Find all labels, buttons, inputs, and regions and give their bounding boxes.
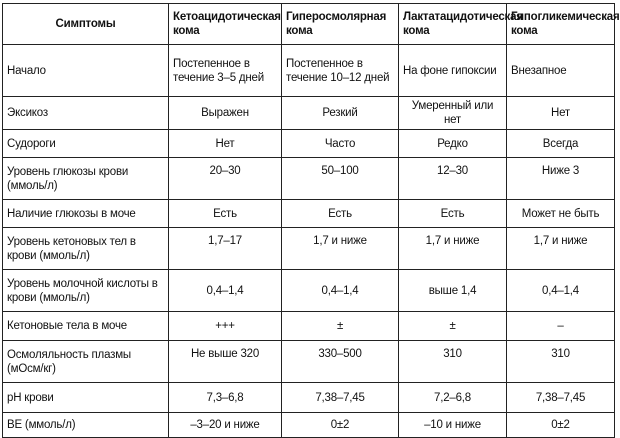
- table-cell: 0±2: [507, 413, 615, 438]
- table-cell: Умеренный или нет: [399, 97, 507, 130]
- table-cell: 1,7 и ниже: [282, 228, 399, 270]
- table-cell: 0±2: [282, 413, 399, 438]
- table-cell: 0,4–1,4: [282, 270, 399, 312]
- table-cell: 0,4–1,4: [169, 270, 282, 312]
- row-label: Наличие глюкозы в моче: [3, 200, 169, 228]
- row-label: Кетоновые тела в моче: [3, 312, 169, 341]
- row-label: Уровень кетоновых тел в крови (ммоль/л): [3, 228, 169, 270]
- table-cell: 330–500: [282, 341, 399, 383]
- table-cell: На фоне гипоксии: [399, 45, 507, 97]
- table-cell: 1,7 и ниже: [399, 228, 507, 270]
- table-cell: Может не быть: [507, 200, 615, 228]
- table-row: [3, 413, 615, 438]
- row-label: BE (ммоль/л): [3, 413, 169, 438]
- header-ketoacidotic-coma: Кетоацидотическая кома: [169, 4, 282, 45]
- table-cell: –: [507, 312, 615, 341]
- row-label: Уровень молочной кислоты в крови (ммоль/л): [3, 270, 169, 312]
- table-row: [3, 97, 615, 130]
- row-label: Начало: [3, 45, 169, 97]
- table-cell: Нет: [507, 97, 615, 130]
- table-cell: Внезапное: [507, 45, 615, 97]
- table-header: [3, 4, 620, 45]
- table-cell: 7,3–6,8: [169, 383, 282, 413]
- table-body: [3, 45, 615, 438]
- header-hyperosmolar-coma: Гиперосмолярная кома: [282, 4, 399, 45]
- row-label: pH крови: [3, 383, 169, 413]
- table-row: [3, 312, 615, 341]
- table-cell: 12–30: [399, 158, 507, 200]
- table-cell: ±: [399, 312, 507, 341]
- table-row: [3, 228, 615, 270]
- table-cell: 7,2–6,8: [399, 383, 507, 413]
- table-cell: выше 1,4: [399, 270, 507, 312]
- table-cell: Ниже 3: [507, 158, 615, 200]
- table-cell: 50–100: [282, 158, 399, 200]
- table-row: [3, 270, 615, 312]
- table-row: [3, 383, 615, 413]
- table-cell: Не выше 320: [169, 341, 282, 383]
- table-cell: 20–30: [169, 158, 282, 200]
- table-row: [3, 341, 615, 383]
- table-cell: Есть: [399, 200, 507, 228]
- table-row: [3, 158, 615, 200]
- table-cell: Всегда: [507, 130, 615, 158]
- table-row: [3, 200, 615, 228]
- header-row: [3, 4, 615, 45]
- table-cell: Постепенное в течение 3–5 дней: [169, 45, 282, 97]
- row-label: Эксикоз: [3, 97, 169, 130]
- table-row: [3, 45, 615, 97]
- header-lactic-acidosis-coma: Лактатацидотическая кома: [399, 4, 507, 45]
- table-cell: Есть: [169, 200, 282, 228]
- header-hypoglycemic-coma: Гипогликемическая кома: [507, 4, 615, 45]
- table-cell: Выражен: [169, 97, 282, 130]
- table-cell: +++: [169, 312, 282, 341]
- table-cell: Часто: [282, 130, 399, 158]
- row-label: Осмоляльность плазмы (мОсм/кг): [3, 341, 169, 383]
- table-cell: Резкий: [282, 97, 399, 130]
- table-cell: –10 и ниже: [399, 413, 507, 438]
- header-symptoms: Симптомы: [3, 4, 169, 45]
- table-cell: –3–20 и ниже: [169, 413, 282, 438]
- table-cell: 7,38–7,45: [282, 383, 399, 413]
- table-cell: 7,38–7,45: [507, 383, 615, 413]
- table-cell: 1,7–17: [169, 228, 282, 270]
- row-label: Уровень глюкозы крови (ммоль/л): [3, 158, 169, 200]
- table-cell: Нет: [169, 130, 282, 158]
- table-cell: 310: [399, 341, 507, 383]
- table-cell: 310: [507, 341, 615, 383]
- coma-comparison-table: [2, 3, 620, 438]
- table-cell: Есть: [282, 200, 399, 228]
- table-cell: Постепенное в течение 10–12 дней: [282, 45, 399, 97]
- table-cell: ±: [282, 312, 399, 341]
- table-cell: Редко: [399, 130, 507, 158]
- row-label: Судороги: [3, 130, 169, 158]
- table-row: [3, 130, 615, 158]
- table-cell: 0,4–1,4: [507, 270, 615, 312]
- table-cell: 1,7 и ниже: [507, 228, 615, 270]
